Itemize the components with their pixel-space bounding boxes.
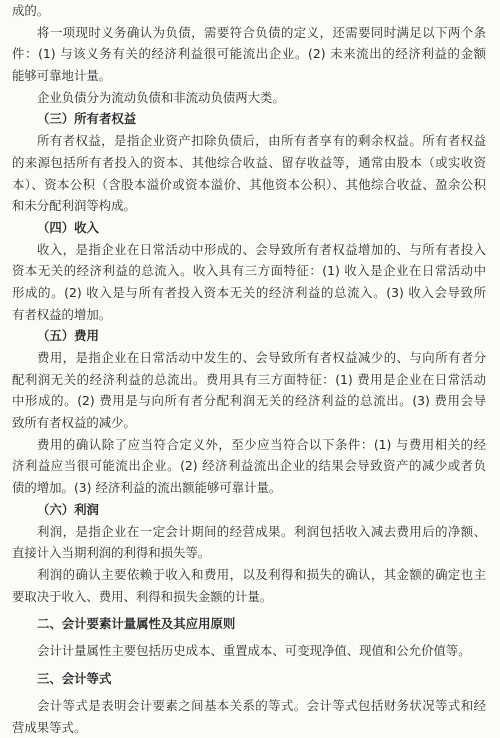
text-line: 本）、资本公积（含股本溢价或资本溢价、其他资本公积）、其他综合收益、盈余公积 — [12, 176, 486, 192]
text-line: 配利润无关的经济利益的总流出。费用具有三方面特征：(1) 费用是企业在日常活动 — [12, 371, 486, 387]
text-line: 的来源包括所有者投入的资本、其他综合收益、留存收益等，通常由股本（或实收资 — [12, 154, 486, 170]
text-line: 能够可靠地计量。 — [12, 68, 112, 84]
subsection-heading: （五）费用 — [37, 328, 99, 344]
text-line: 所有者权益，是指企业资产扣除负债后，由所有者享有的剩余权益。所有者权益 — [37, 133, 486, 149]
text-line: 营成果等式。 — [12, 719, 87, 735]
text-line: 债的增加。(3) 经济利益的流出额能够可靠计量。 — [12, 480, 282, 496]
text-line: 企业负债分为流动负债和非流动负债两大类。 — [37, 89, 285, 105]
text-line: 会计等式是表明会计要素之间基本关系的等式。会计等式包括财务状况等式和经 — [37, 697, 486, 713]
subsection-heading: （六）利润 — [37, 501, 99, 517]
text-line: 成的。 — [12, 3, 50, 18]
text-line: 利润的确认主要依赖于收入和费用，以及利得和损失的确认，其金额的确定也主 — [37, 566, 486, 582]
subsection-heading: （四）收入 — [37, 219, 99, 235]
text-line: 有者权益的增加。 — [12, 306, 112, 322]
text-line: 利润，是指企业在一定会计期间的经营成果。利润包括收入减去费用后的净额、 — [37, 523, 486, 539]
text-line: 将一项现时义务确认为负债，需要符合负债的定义，还需要同时满足以下两个条 — [37, 24, 486, 40]
text-line: 形成的。(2) 收入是与所有者投入资本无关的经济利益的总流入。(3) 收入会导致所 — [12, 284, 486, 300]
text-line: 会计计量属性主要包括历史成本、重置成本、可变现净值、现值和公允价值等。 — [37, 643, 471, 659]
text-line: 济利益应当很可能流出企业。(2) 经济利益流出企业的结果会导致资产的减少或者负 — [12, 458, 486, 474]
text-line: 要取决于收入、费用、利得和损失金额的计量。 — [12, 588, 273, 604]
text-line: 和未分配利润等构成。 — [12, 198, 136, 214]
subsection-heading: （三）所有者权益 — [37, 111, 137, 127]
text-column — [12, 0, 486, 738]
text-line: 收入，是指企业在日常活动中形成的、会导致所有者权益增加的、与所有者投入 — [37, 241, 486, 257]
text-line: 致所有者权益的减少。 — [12, 415, 136, 431]
section-heading: 二、会计要素计量属性及其应用原则 — [37, 616, 236, 632]
text-line: 费用的确认除了应当符合定义外，至少应当符合以下条件：(1) 与费用相关的经 — [37, 436, 486, 452]
text-line: 中形成的。(2) 费用是与向所有者分配利润无关的经济利益的总流出。(3) 费用会导 — [12, 393, 486, 409]
section-heading: 三、会计等式 — [37, 670, 112, 686]
text-line: 件：(1) 与该义务有关的经济利益很可能流出企业。(2) 未来流出的经济利益的金额 — [12, 46, 486, 62]
text-line: 资本无关的经济利益的总流入。收入具有三方面特征：(1) 收入是企业在日常活动中 — [12, 263, 486, 279]
text-line: 直接计入当期利润的利得和损失等。 — [12, 545, 211, 561]
text-line: 费用，是指企业在日常活动中发生的、会导致所有者权益减少的、与向所有者分 — [37, 350, 486, 365]
